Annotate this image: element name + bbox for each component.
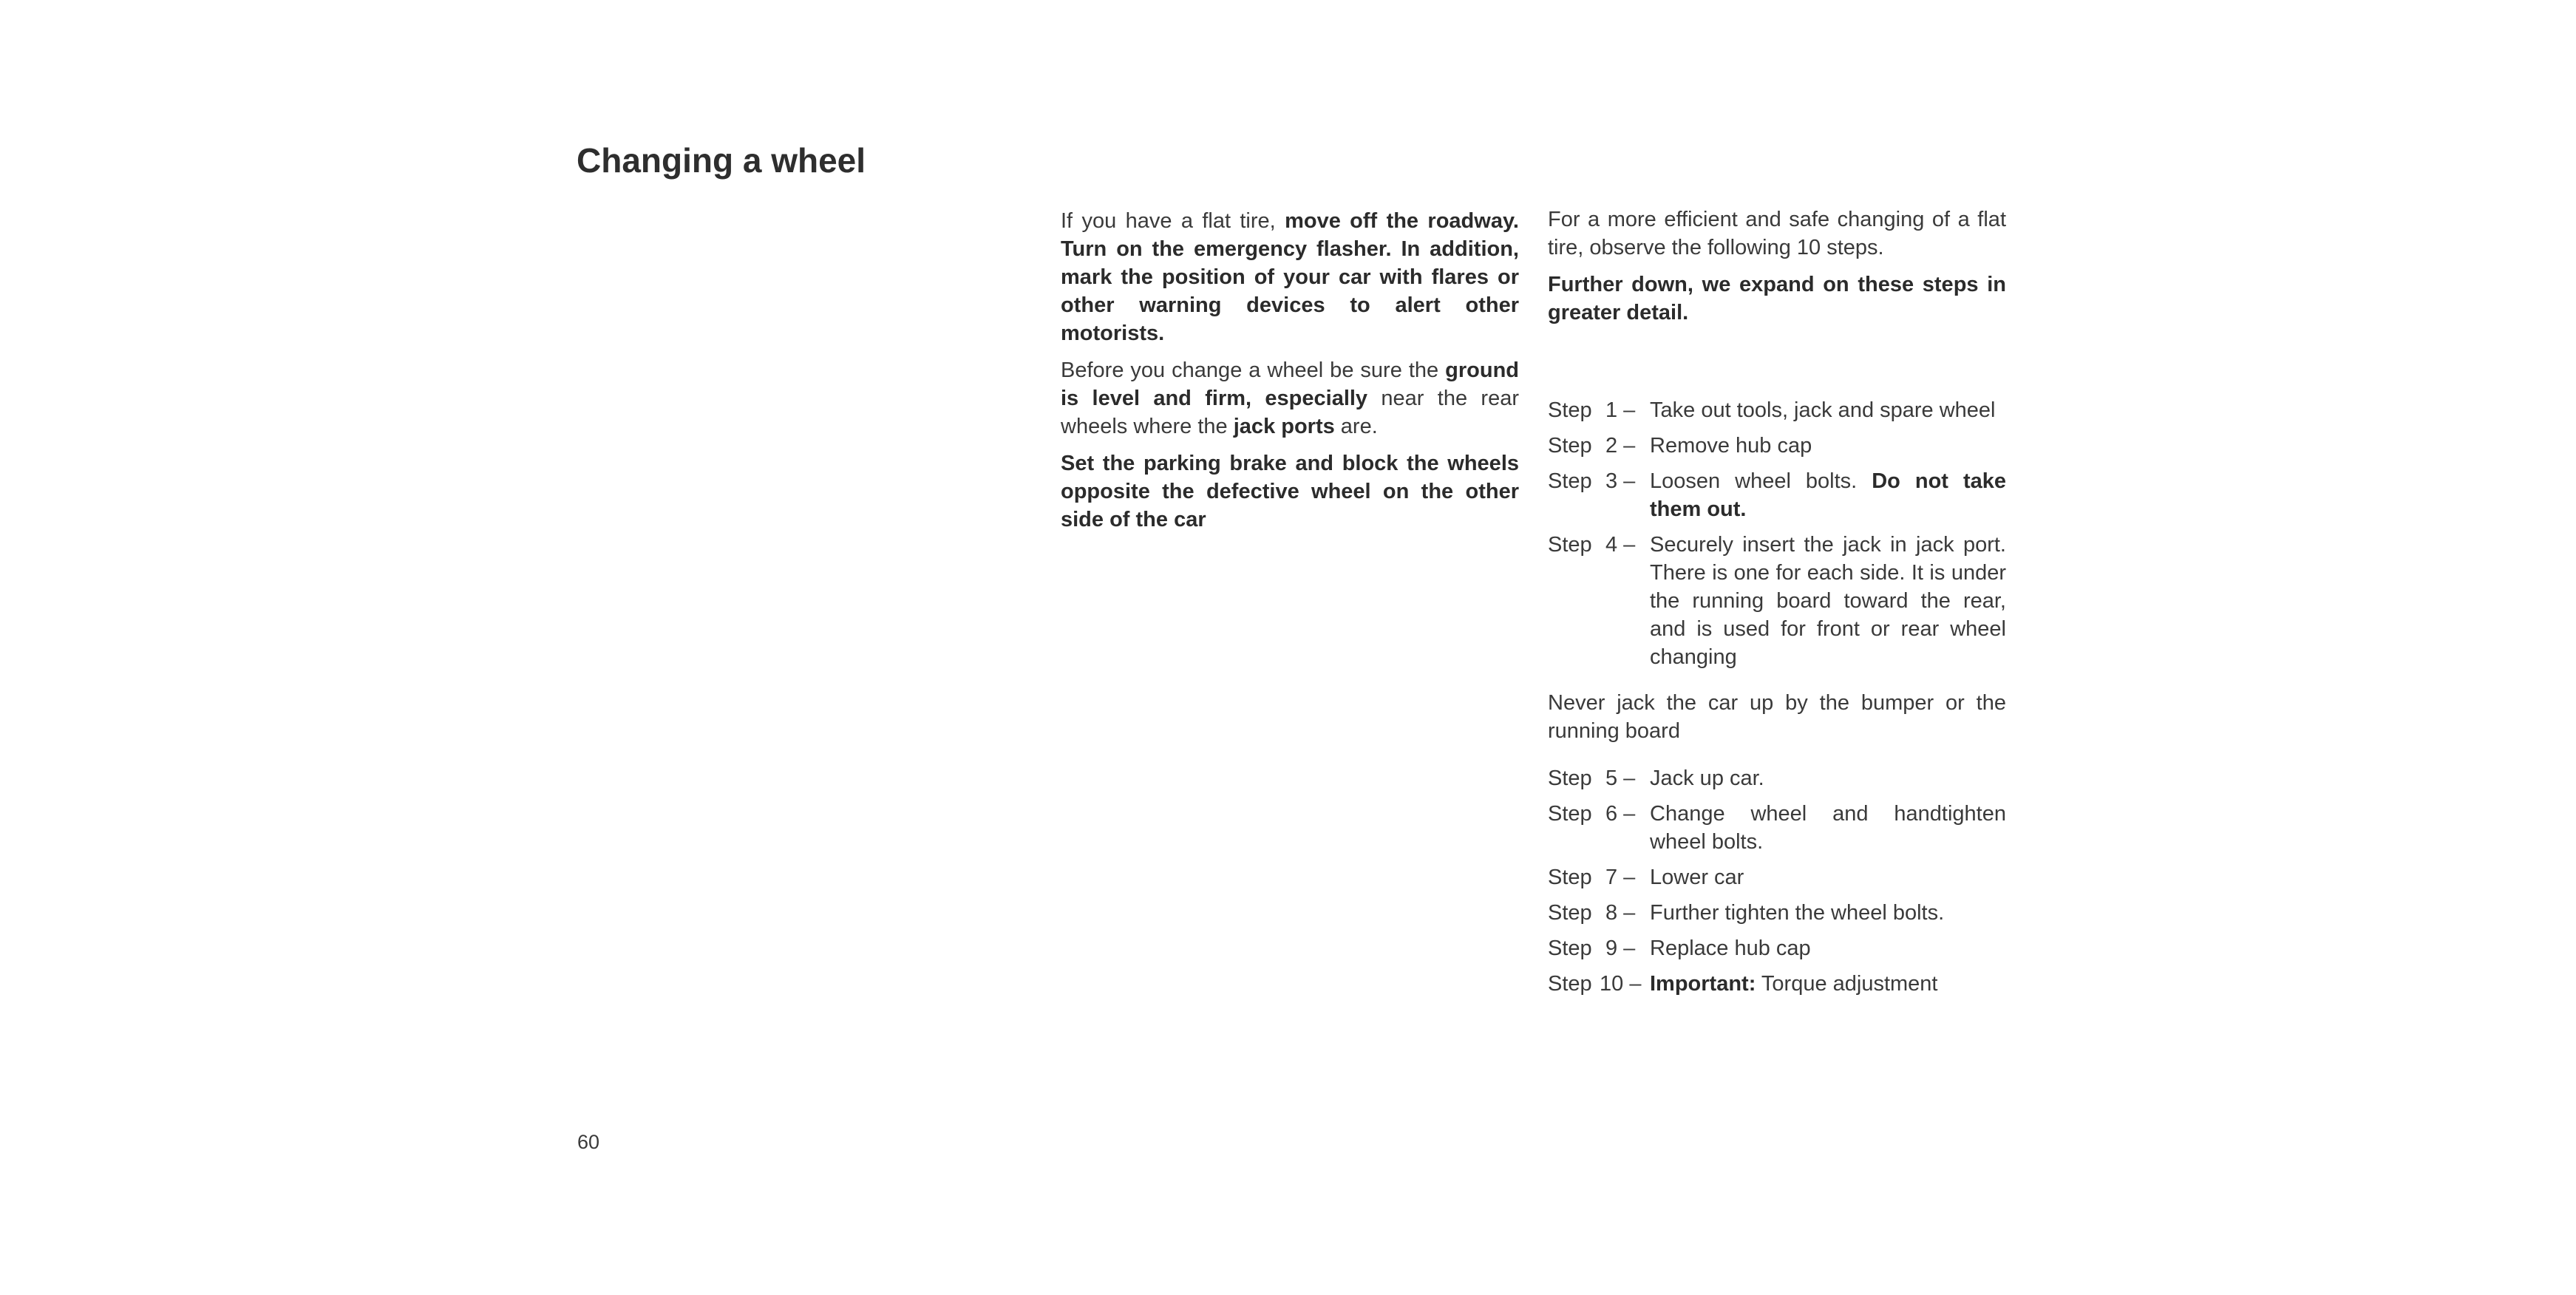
step-text xyxy=(1650,467,2006,523)
step-number: 1 – xyxy=(1605,398,1636,422)
step-item xyxy=(1548,467,2006,523)
step-text-regular: Further tighten the wheel bolts. xyxy=(1650,901,1945,925)
step-item xyxy=(1548,764,2006,792)
intro-bold-text: Further down, we expand on these steps in greater detail. xyxy=(1548,273,2006,324)
step-text-regular: Securely insert the jack in jack port. There is one for each side. It is under the running board toward the rear, and is used for front or rear wheel changing xyxy=(1650,533,2006,669)
step-number: 7 – xyxy=(1605,866,1636,889)
level-ground-text-1: Before you change a wheel be sure the xyxy=(1061,358,1446,382)
step-important-bold: Important: xyxy=(1650,972,1756,996)
parking-brake-bold: Set the parking brake and block the wheels opposite the defective wheel on the other side of the car xyxy=(1061,452,1519,531)
step-text xyxy=(1650,800,2006,856)
step-text xyxy=(1650,396,2006,424)
step-text xyxy=(1650,764,2006,792)
level-ground-text-2: near the rear wheels where the xyxy=(1061,387,1519,438)
level-ground-text-3: are. xyxy=(1334,415,1378,438)
step-text-regular: Lower car xyxy=(1650,866,1744,889)
step-number: 9 – xyxy=(1605,937,1636,960)
step-item-10 xyxy=(1548,970,2006,998)
step-text-regular: Replace hub cap xyxy=(1650,937,1811,960)
steps-list-first xyxy=(1548,396,2006,671)
step-number: 5 – xyxy=(1605,767,1636,790)
step-word: Step xyxy=(1548,767,1592,790)
step-number: 2 – xyxy=(1605,434,1636,458)
level-ground-bold-2: jack ports xyxy=(1233,415,1335,438)
step-word: Step xyxy=(1548,937,1592,960)
warning-paragraph: Never jack the car up by the bumper or the running board xyxy=(1548,691,2006,743)
step-text-regular: Remove hub cap xyxy=(1650,434,1812,458)
step-word: Step xyxy=(1548,901,1592,925)
page-number: 60 xyxy=(577,1131,600,1153)
intro-bold-paragraph xyxy=(1548,271,2006,327)
intro-paragraph: For a more efficient and safe changing of a flat tire, observe the following 10 steps. xyxy=(1548,208,2006,259)
parking-brake-paragraph xyxy=(1061,449,1519,534)
step-word: Step xyxy=(1548,866,1592,889)
flat-tire-paragraph xyxy=(1061,207,1519,347)
step-item xyxy=(1548,396,2006,424)
flat-tire-text: If you have a flat tire, xyxy=(1061,209,1285,233)
steps-list-second xyxy=(1548,764,2006,962)
step-number: 6 – xyxy=(1605,802,1636,826)
step-item xyxy=(1548,800,2006,856)
right-column xyxy=(1548,205,2006,998)
step-important-text: Torque adjustment xyxy=(1756,972,1938,996)
step-text xyxy=(1650,531,2006,671)
step-text-regular: Loosen wheel bolts. xyxy=(1650,469,1872,493)
step-number: 8 – xyxy=(1605,901,1636,925)
step-number: 3 – xyxy=(1605,469,1636,493)
step-text xyxy=(1650,863,2006,891)
step-item xyxy=(1548,934,2006,962)
step-text xyxy=(1650,970,2006,998)
step-text xyxy=(1650,432,2006,460)
step-text-regular: Change wheel and handtighten wheel bolts. xyxy=(1650,802,2006,854)
left-column xyxy=(1061,207,1519,534)
page-title: Changing a wheel xyxy=(577,141,866,180)
step-word: Step xyxy=(1548,434,1592,458)
level-ground-bold-1: ground is level and firm, especially xyxy=(1061,358,1519,410)
flat-tire-bold: move off the roadway. Turn on the emergency flasher. In addition, mark the position of your car with flares or other warning devices to alert other motorists. xyxy=(1061,209,1519,345)
step-text-regular: Jack up car. xyxy=(1650,767,1764,790)
step-text-bold: Do not take them out. xyxy=(1650,469,2006,521)
step-word: Step xyxy=(1548,533,1592,557)
step-text-regular: Take out tools, jack and spare wheel xyxy=(1650,398,1996,422)
level-ground-paragraph xyxy=(1061,356,1519,441)
step-number: 4 – xyxy=(1605,533,1636,557)
step-word: Step xyxy=(1548,469,1592,493)
step-item xyxy=(1548,531,2006,671)
step-text xyxy=(1650,899,2006,927)
step-word: Step xyxy=(1548,398,1592,422)
step-number: 10 – xyxy=(1600,972,1642,996)
step-item xyxy=(1548,899,2006,927)
step-text xyxy=(1650,934,2006,962)
step-word: Step xyxy=(1548,802,1592,826)
step-item xyxy=(1548,432,2006,460)
step-item xyxy=(1548,863,2006,891)
step-word: Step xyxy=(1548,972,1592,996)
